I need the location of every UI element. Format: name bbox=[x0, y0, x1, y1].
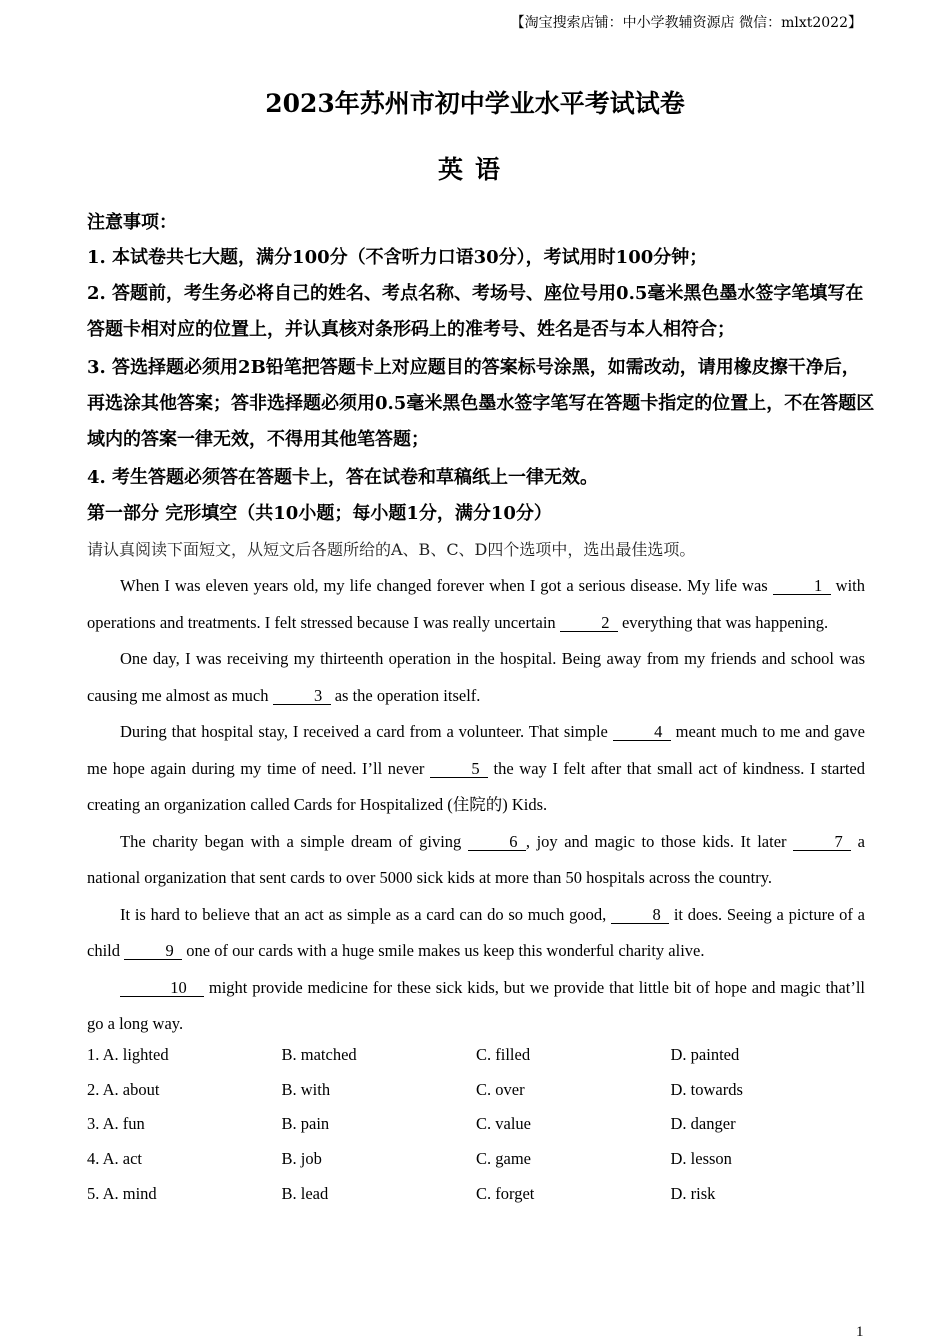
passage-text: the way I felt after that small act of kindness. I started creating an organization called Cards for Hospitalized (住院的) Kids. bbox=[87, 758, 865, 814]
passage-text: might provide medicine for these sick kids, but we provide that little bit of hope and magic that’ll go a long way. bbox=[87, 977, 865, 1033]
passage-paragraph-2 bbox=[87, 641, 865, 714]
notes-heading: 注意事项： bbox=[87, 212, 177, 233]
blank-9: 9 bbox=[124, 942, 182, 960]
option-3d: D. danger bbox=[670, 1114, 736, 1134]
question-2-options bbox=[87, 1073, 865, 1108]
question-5-options bbox=[87, 1177, 865, 1212]
notice-item-1: 1. 本试卷共七大题，满分100分（不含听力口语30分），考试用时100分钟； bbox=[87, 247, 708, 268]
passage-paragraph-1 bbox=[87, 568, 865, 641]
passage-paragraph-6 bbox=[87, 970, 865, 1043]
blank-4: 4 bbox=[613, 723, 671, 741]
option-4c: C. game bbox=[476, 1149, 531, 1169]
passage-text: The charity began with a simple dream of giving bbox=[120, 831, 468, 851]
passage-text: one of our cards with a huge smile makes us keep this wonderful charity alive. bbox=[182, 941, 705, 960]
passage-text: with operations and treatments. I felt stressed because I was really uncertain bbox=[87, 576, 865, 632]
answer-options bbox=[87, 1038, 865, 1211]
cloze-passage bbox=[87, 568, 865, 1043]
blank-2: 2 bbox=[560, 614, 618, 632]
instruction: 请认真阅读下面短文，从短文后各题所给的A、B、C、D四个选项中，选出最佳选项。 bbox=[87, 540, 696, 559]
option-2d: D. towards bbox=[670, 1079, 743, 1099]
notice-item-4: 4. 考生答题必须答在答题卡上，答在试卷和草稿纸上一律无效。 bbox=[87, 467, 599, 488]
question-1-options bbox=[87, 1038, 865, 1073]
blank-7: 7 bbox=[793, 833, 851, 851]
passage-text: everything that was happening. bbox=[617, 612, 829, 632]
blank-10: 10 bbox=[120, 979, 204, 997]
passage-text: When I was eleven years old, my life changed forever when I got a serious disease. My life was bbox=[120, 576, 773, 595]
passage-paragraph-5 bbox=[87, 897, 865, 970]
passage-text: One day, I was receiving my thirteenth operation in the hospital. Being away from my friends and school was causing me almost as much bbox=[87, 649, 865, 705]
option-1c: C. filled bbox=[476, 1045, 531, 1064]
part-one-title: 第一部分 完形填空（共10小题；每小题1分，满分10分） bbox=[87, 503, 552, 524]
option-5c: C. forget bbox=[476, 1183, 535, 1203]
blank-3: 3 bbox=[273, 687, 331, 705]
notice-item-3: 3. 答选择题必须用2B铅笔把答题卡上对应题目的答案标号涂黑，如需改动，请用橡皮擦干净后，再选涂其他答案；答非选择题必须用0.5毫米黑色墨水签字笔写在答题卡指定的位置上，不在答题区域内的答案一律无效，不得用其他笔答题； bbox=[87, 357, 875, 450]
option-3c: C. value bbox=[476, 1114, 531, 1134]
option-2c: C. over bbox=[476, 1079, 525, 1099]
page-number: 1 bbox=[856, 1324, 864, 1340]
subject-title: 英语 bbox=[437, 155, 512, 184]
passage-paragraph-4 bbox=[87, 824, 865, 897]
blank-8: 8 bbox=[611, 906, 669, 924]
option-3a: 3. A. fun bbox=[87, 1114, 145, 1134]
passage-text: as the operation itself. bbox=[330, 685, 481, 705]
option-3b: B. pain bbox=[281, 1114, 330, 1134]
passage-paragraph-3 bbox=[87, 714, 865, 824]
option-1a: 1. A. lighted bbox=[87, 1045, 169, 1064]
option-5a: 5. A. mind bbox=[87, 1183, 157, 1203]
option-1d: D. painted bbox=[670, 1045, 740, 1064]
passage-text: , joy and magic to those kids. It later bbox=[525, 831, 794, 851]
notice-item-2: 2. 答题前，考生务必将自己的姓名、考点名称、考场号、座位号用0.5毫米黑色墨水签字笔填写在答题卡相对应的位置上，并认真核对条形码上的准考号、姓名是否与本人相符合； bbox=[87, 283, 864, 340]
option-2b: B. with bbox=[281, 1079, 331, 1099]
question-3-options bbox=[87, 1107, 865, 1142]
exam-title: 2023年苏州市初中学业水平考试试卷 bbox=[265, 89, 685, 118]
blank-1: 1 bbox=[773, 577, 831, 595]
blank-6: 6 bbox=[468, 833, 526, 851]
passage-text: meant much to me and gave me hope again during my time of need. I’ll never bbox=[87, 722, 866, 778]
passage-text: a national organization that sent cards to over 5000 sick kids at more than 50 hospitals across the country. bbox=[87, 831, 865, 887]
passage-text: it does. Seeing a picture of a child bbox=[87, 904, 865, 960]
passage-text: During that hospital stay, I received a card from a volunteer. That simple bbox=[120, 722, 613, 741]
question-4-options bbox=[87, 1142, 865, 1177]
blank-5: 5 bbox=[430, 760, 488, 778]
option-5d: D. risk bbox=[670, 1183, 716, 1203]
option-5b: B. lead bbox=[281, 1183, 329, 1203]
passage-text: It is hard to believe that an act as simple as a card can do so much good, bbox=[120, 904, 612, 924]
header-note: 【淘宝搜索店铺：中小学教辅资源店 微信：mlxt2022】 bbox=[510, 15, 862, 31]
option-4d: D. lesson bbox=[670, 1149, 732, 1169]
option-4a: 4. A. act bbox=[87, 1149, 142, 1169]
option-4b: B. job bbox=[281, 1149, 322, 1169]
option-1b: B. matched bbox=[281, 1045, 357, 1064]
option-2a: 2. A. about bbox=[87, 1079, 160, 1099]
